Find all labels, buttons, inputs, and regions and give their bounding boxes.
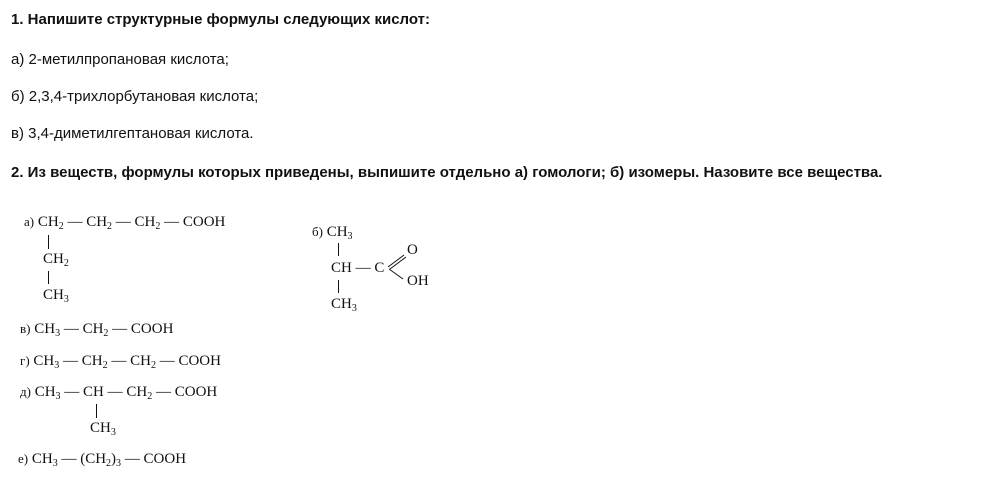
formula-d-bond — [96, 404, 97, 418]
formula-b-bottom: $CH_3$ — [331, 296, 357, 314]
formula-a-bond-2 — [48, 271, 49, 284]
formula-b-oxygen: O — [407, 242, 418, 258]
formula-v: в) $CH_3$ — $CH_2$ — COOH — [20, 321, 174, 339]
task1-item-a: а) 2-метилпропановая кислота; — [11, 51, 229, 68]
formula-b-bond-top — [338, 243, 339, 256]
formula-a-branch-ch2: $CH_2$ — [43, 251, 69, 269]
formula-d-label: д) — [20, 384, 31, 399]
formula-b-mid: CH — C — [331, 260, 385, 276]
task2-title: 2. Из веществ, формулы которых приведены, выпишите отдельно а) гомологи; б) изомеры. Назовите все вещества. — [11, 164, 883, 181]
formula-a: а) $CH_2$ — $CH_2$ — $CH_2$ — COOH — [24, 214, 226, 232]
formula-b-label: б) — [312, 224, 323, 239]
formula-a-label: а) — [24, 214, 35, 229]
formula-g-label: г) — [20, 353, 30, 368]
formula-v-label: в) — [20, 321, 31, 336]
formula-g: г) $CH_3$ — $CH_2$ — $CH_2$ — COOH — [20, 353, 221, 371]
task1-title: 1. Напишите структурные формулы следующих кислот: — [11, 11, 431, 28]
formula-a-bond-1 — [48, 235, 49, 249]
task1-item-v: в) 3,4-диметилгептановая кислота. — [11, 125, 254, 142]
formula-e-label: е) — [18, 451, 29, 466]
formula-b-hydroxyl: OH — [407, 273, 429, 289]
formula-e: е) $CH_3$ — $(CH_2)_3$ — COOH — [18, 451, 187, 469]
formula-d-branch: $CH_3$ — [90, 420, 116, 438]
formula-b-top: б) $CH_3$ — [312, 224, 353, 242]
formula-b-bond-bottom — [338, 280, 339, 293]
task1-item-b: б) 2,3,4-трихлорбутановая кислота; — [11, 88, 259, 105]
formula-d: д) $CH_3$ — CH — $CH_2$ — COOH — [20, 384, 218, 402]
formula-a-branch-ch3: $CH_3$ — [43, 287, 69, 305]
